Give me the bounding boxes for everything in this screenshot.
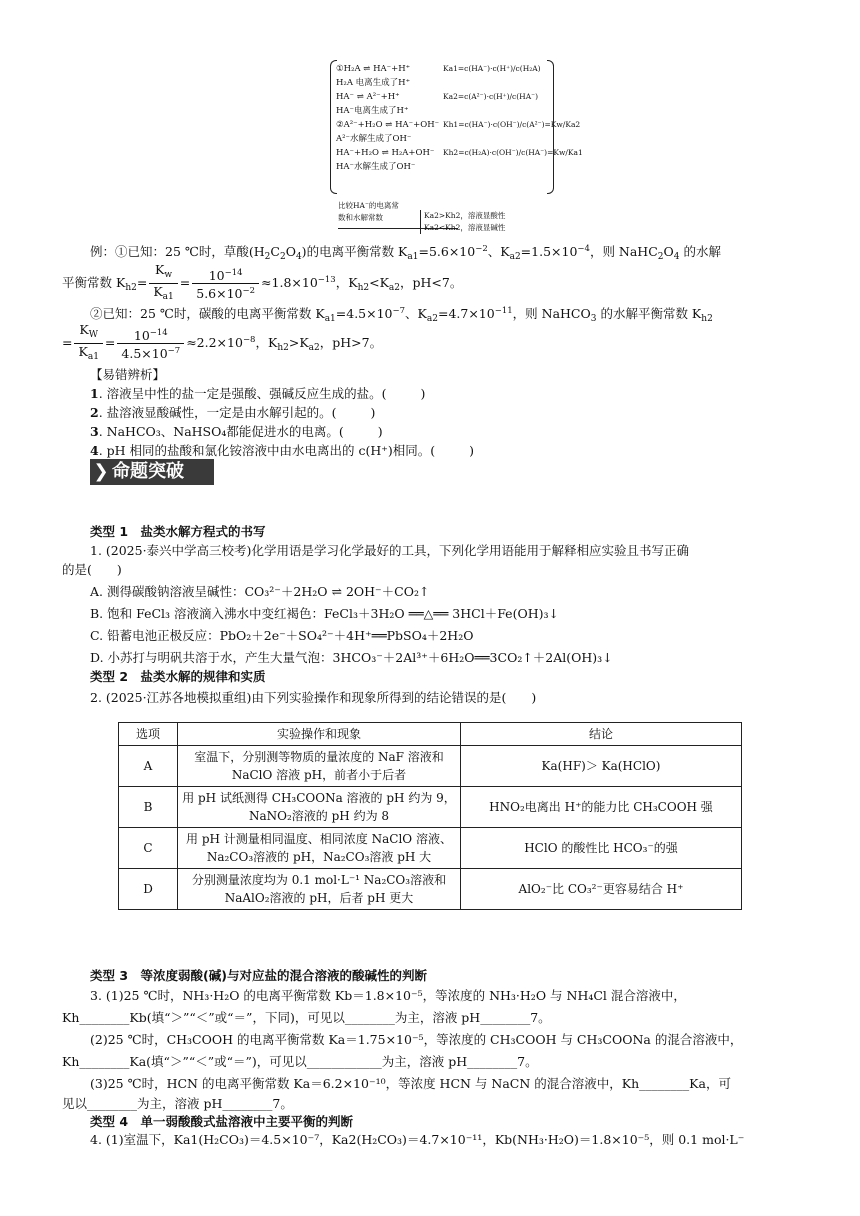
diagram-line: ②A²⁻+H₂O ⇌ HA⁻+OH⁻ bbox=[336, 120, 440, 130]
option-d: D. 小苏打与明矾共溶于水，产生大量气泡：3HCO₃⁻＋2Al³⁺＋6H₂O══3CO₂↑＋2Al(OH)₃↓ bbox=[90, 650, 613, 665]
dissociation-hydrolysis-diagram bbox=[330, 58, 583, 238]
table-row: B 用 pH 试纸测得 CH₃COONa 溶液的 pH 约为 9，NaNO₂溶液的 pH 约为 8 HNO₂电离出 H⁺的能力比 CH₃COOH 强 bbox=[119, 787, 742, 828]
diagram-right-lines bbox=[443, 62, 583, 160]
table-row: D 分别测量浓度均为 0.1 mol·L⁻¹ Na₂CO₃溶液和 NaAlO₂溶液的 pH，后者 pH 更大 AlO₂⁻比 CO₃²⁻更容易结合 H⁺ bbox=[119, 869, 742, 910]
example1-line2: 平衡常数 $K_{h2}=$ $\frac{K_w}{K_{a1}}$ = $\frac{10^{-14}}{5.6\times 10^{-2}}$ $\approx 1.8\times 10^{-13}$，$K_{h2}<K_{a2}$，pH<7。 bbox=[62, 262, 463, 302]
type3-heading: 类型 3 等浓度弱酸(碱)与对应盐的混合溶液的酸碱性的判断 bbox=[90, 968, 427, 983]
type3-p2b: Kh________Ka(填“＞”“＜”或“＝”)，可见以____________为主，溶液 pH________7。 bbox=[62, 1054, 538, 1069]
type3-p1b: Kh________Kb(填“＞”“＜”或“＝”，下同)，可见以________为主，溶液 pH________7。 bbox=[62, 1010, 551, 1025]
diagram-formula: Kh2=c(H₂A)·c(OH⁻)/c(HA⁻)=Kw/Ka1 bbox=[443, 148, 583, 157]
example2-line1: ②已知：25 ℃时，碳酸的电离平衡常数 $K_{a1}=4.5\times 10^{-7}$、$K_{a2}=4.7\times 10^{-11}$，则 NaHCO$_3$ 的水解平衡常数 $K_{h2}$ bbox=[90, 306, 713, 324]
example2-line2: = $\frac{K_W}{K_{a1}}$ = $\frac{10^{-14}}{4.5\times 10^{-7}}$ $\approx 2.2\times 10^{-8}$，$K_{h2}>K_{a2}$，pH>7。 bbox=[62, 322, 383, 362]
diagram-compare: 比较HA⁻的电离常 数和水解常数 bbox=[338, 201, 399, 222]
type3-p1a: 3. (1)25 ℃时，NH₃·H₂O 的电离平衡常数 Kb＝1.8×10⁻⁵，等浓度的 NH₃·H₂O 与 NH₄Cl 混合溶液中， bbox=[90, 988, 686, 1003]
type1-question: 1. (2025·泰兴中学高三校考)化学用语是学习化学最好的工具，下列化学用语能用于解释相应实验且书写正确 bbox=[90, 543, 689, 558]
option-a: A. 测得碳酸钠溶液呈碱性：CO₃²⁻＋2H₂O ⇌ 2OH⁻＋CO₂↑ bbox=[90, 584, 430, 599]
option-b: B. 饱和 FeCl₃ 溶液滴入沸水中变红褐色：FeCl₃＋3H₂O ══△══ 3HCl＋Fe(OH)₃↓ bbox=[90, 606, 559, 621]
section-banner: ❯ 命题突破 bbox=[90, 459, 214, 485]
diagram-line: HA⁻电离生成了H⁺ bbox=[336, 106, 409, 116]
option-c: C. 铅蓄电池正极反应：PbO₂＋2e⁻＋SO₄²⁻＋4H⁺══PbSO₄＋2H₂O bbox=[90, 628, 474, 643]
type1-question-cont: 的是( ) bbox=[62, 562, 122, 577]
errors-title: 【易错辨析】 bbox=[90, 367, 166, 382]
diagram-line: HA⁻ ⇌ A²⁻+H⁺ bbox=[336, 92, 400, 102]
type4-heading: 类型 4 单一弱酸酸式盐溶液中主要平衡的判断 bbox=[90, 1114, 354, 1129]
type3-p3a: (3)25 ℃时，HCN 的电离平衡常数 Ka＝6.2×10⁻¹⁰，等浓度 HCN 与 NaCN 的混合溶液中，Kh________Ka，可 bbox=[90, 1076, 731, 1091]
diagram-line: HA⁻水解生成了OH⁻ bbox=[336, 162, 416, 172]
type4-p1: 4. (1)室温下，Ka1(H₂CO₃)＝4.5×10⁻⁷，Ka2(H₂CO₃)＝4.7×10⁻¹¹，Kb(NH₃·H₂O)＝1.8×10⁻⁵，则 0.1 mol·L⁻ bbox=[90, 1132, 745, 1147]
diagram-line: ①H₂A ⇌ HA⁻+H⁺ bbox=[336, 64, 411, 74]
example1-line1: 例：①已知：25 ℃时，草酸$(H_2C_2O_4)$的电离平衡常数 $K_{a1}=5.6\times 10^{-2}$、$K_{a2}=1.5\times 10^{-4}$，则 $NaHC_2O_4$ 的水解 bbox=[90, 244, 721, 262]
diagram-outcomes: Ka2>Kh2，溶液显酸性 Ka2<Kh2，溶液显碱性 bbox=[420, 210, 505, 234]
diagram-formula: Ka1=c(HA⁻)·c(H⁺)/c(H₂A) bbox=[443, 64, 541, 73]
diagram-left-lines bbox=[336, 62, 439, 174]
chevron-right-icon: ❯ bbox=[93, 461, 109, 482]
right-brace bbox=[547, 60, 554, 194]
error-item-4: 4. pH 相同的盐酸和氯化铵溶液中由水电离出的 c(H⁺)相同。( ) bbox=[90, 443, 475, 458]
table-header-row: 选项 实验操作和现象 结论 bbox=[119, 723, 742, 746]
table-row: C 用 pH 计测量相同温度、相同浓度 NaClO 溶液、Na₂CO₃溶液的 pH，Na₂CO₃溶液 pH 大 HClO 的酸性比 HCO₃⁻的强 bbox=[119, 828, 742, 869]
type3-p2a: (2)25 ℃时，CH₃COOH 的电离平衡常数 Ka＝1.75×10⁻⁵，等浓度的 CH₃COOH 与 CH₃COONa 的混合溶液中， bbox=[90, 1032, 743, 1047]
table-row: A 室温下，分别测等物质的量浓度的 NaF 溶液和 NaClO 溶液 pH，前者小于后者 Ka(HF)＞ Ka(HClO) bbox=[119, 746, 742, 787]
error-item-1: 1. 溶液呈中性的盐一定是强酸、强碱反应生成的盐。( ) bbox=[90, 386, 426, 401]
diagram-formula: Ka2=c(A²⁻)·c(H⁺)/c(HA⁻) bbox=[443, 92, 538, 101]
error-item-2: 2. 盐溶液显酸碱性，一定是由水解引起的。( ) bbox=[90, 405, 376, 420]
error-item-3: 3. NaHCO₃、NaHSO₄都能促进水的电离。( ) bbox=[90, 424, 383, 439]
type2-heading: 类型 2 盐类水解的规律和实质 bbox=[90, 669, 266, 684]
results-table bbox=[118, 722, 742, 910]
type1-heading: 类型 1 盐类水解方程式的书写 bbox=[90, 524, 266, 539]
diagram-line: A²⁻水解生成了OH⁻ bbox=[336, 134, 412, 144]
type3-p3b: 见以________为主，溶液 pH________7。 bbox=[62, 1096, 293, 1111]
type2-question: 2. (2025·江苏各地模拟重组)由下列实验操作和现象所得到的结论错误的是( ) bbox=[90, 690, 537, 705]
diagram-line: HA⁻+H₂O ⇌ H₂A+OH⁻ bbox=[336, 148, 435, 158]
diagram-line: H₂A 电离生成了H⁺ bbox=[336, 78, 411, 88]
diagram-formula: Kh1=c(HA⁻)·c(OH⁻)/c(A²⁻)=Kw/Ka2 bbox=[443, 120, 581, 129]
